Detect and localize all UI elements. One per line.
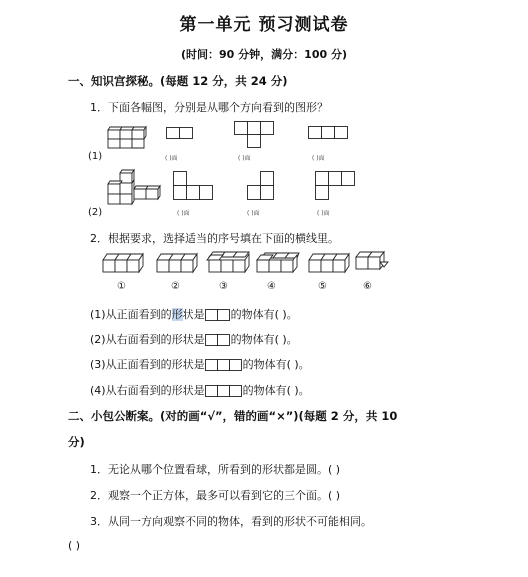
judge-item-2: 2．观察一个正方体，最多可以看到它的三个面。( ) xyxy=(90,489,341,502)
row-label-1: (1) xyxy=(88,151,103,162)
caption-2c: ( )面 xyxy=(317,210,330,217)
shape-two-squares xyxy=(205,309,231,321)
q2-item-4: (4)从右面看到的形状是 的物体有( )。 xyxy=(90,384,310,397)
object-figure-5 xyxy=(305,252,351,278)
cube-stack-figure-2 xyxy=(104,168,164,206)
question-2-text: 2．根据要求，选择适当的序号填在下面的横线里。 xyxy=(90,232,339,245)
object-figure-2 xyxy=(153,252,199,278)
q2-item-1: (1)从正面看到的形状是 的物体有( )。 xyxy=(90,308,298,321)
caption-2a: ( )面 xyxy=(177,210,190,217)
cube-stack-figure-1 xyxy=(104,124,154,150)
judge-item-1: 1．无论从哪个位置看球，所看到的形状都是圆。( ) xyxy=(90,463,341,476)
q2-item-2: (2)从右面看到的形状是 的物体有( )。 xyxy=(90,333,298,346)
view-shape-1a xyxy=(166,127,196,139)
view-shape-1c xyxy=(308,126,350,140)
caption-1b: ( )面 xyxy=(238,155,251,162)
q2-item-3: (3)从正面看到的形状是 的物体有( )。 xyxy=(90,358,310,371)
shape-three-squares xyxy=(205,385,243,397)
judge-item-3-answer: ( ) xyxy=(68,539,81,552)
object-number-3: ③ xyxy=(219,281,228,292)
view-shape-2b xyxy=(247,171,277,201)
object-number-2: ② xyxy=(171,281,180,292)
row-label-2: (2) xyxy=(88,207,103,218)
object-number-1: ① xyxy=(117,281,126,292)
section-2-heading-cont: 分) xyxy=(68,435,85,449)
caption-1a: ( )面 xyxy=(165,155,178,162)
shape-three-squares xyxy=(205,359,243,371)
object-figure-4 xyxy=(251,251,301,278)
view-shape-2a xyxy=(173,171,215,201)
caption-1c: ( )面 xyxy=(312,155,325,162)
object-figure-1 xyxy=(99,252,145,278)
section-2-heading: 二、小包公断案。(对的画“√”，错的画“×”)(每题 2 分，共 10 xyxy=(68,409,398,423)
page-title: 第一单元 预习测试卷 xyxy=(179,15,349,35)
caption-2b: ( )面 xyxy=(247,210,260,217)
section-1-heading: 一、知识宫探秘。(每题 12 分，共 24 分) xyxy=(68,74,288,88)
page-subtitle: (时间：90 分钟，满分：100 分) xyxy=(181,48,347,61)
judge-item-3: 3．从同一方向观察不同的物体，看到的形状不可能相同。 xyxy=(90,515,372,528)
view-shape-2c xyxy=(315,171,357,201)
question-1-text: 1．下面各幅图，分别是从哪个方向看到的图形？ xyxy=(90,101,328,114)
object-figure-6 xyxy=(352,250,392,278)
object-figure-3 xyxy=(205,250,251,278)
object-number-5: ⑤ xyxy=(318,281,327,292)
object-number-6: ⑥ xyxy=(363,281,372,292)
view-shape-1b xyxy=(234,121,276,149)
object-number-4: ④ xyxy=(267,281,276,292)
shape-two-squares xyxy=(205,334,231,346)
